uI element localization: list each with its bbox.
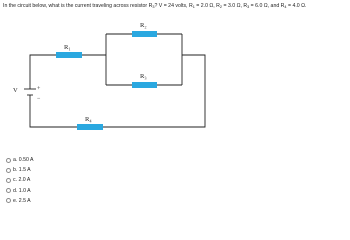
question-r3-subscript: 3: [247, 5, 250, 9]
question-target-subscript: 3: [152, 5, 155, 9]
battery-symbol: [24, 86, 36, 102]
battery-minus-sign: −: [37, 96, 41, 102]
answer-options: [6, 155, 33, 206]
wire-top-left: [30, 55, 56, 86]
option-b[interactable]: [6, 165, 33, 175]
question-r2-subscript: 2: [219, 5, 223, 9]
resistor-r3: [132, 82, 157, 88]
resistor-r2: [132, 31, 157, 37]
option-d[interactable]: [6, 186, 33, 196]
radio-button-icon[interactable]: [6, 178, 11, 183]
resistor-r4-label: R₄: [85, 116, 92, 123]
resistor-r1-label: R₁: [64, 44, 71, 51]
option-a-label: a. 0.50 A: [13, 157, 34, 164]
circuit-wires: [30, 34, 205, 127]
radio-button-icon[interactable]: [6, 158, 11, 163]
question-r4-value: = 4.0 Ω.: [286, 3, 307, 9]
resistor-r1: [56, 52, 82, 58]
question-r1-value: = 2.0 Ω, R: [194, 3, 220, 9]
option-c[interactable]: [6, 175, 33, 185]
source-label: V: [13, 87, 18, 94]
option-c-label: c. 2.0 A: [13, 177, 31, 184]
question-r3-value: = 6.0 Ω, and R: [249, 3, 285, 9]
wire-right-bottom: [103, 55, 205, 127]
question-r1-subscript: 1: [192, 5, 195, 9]
wire-bottom-left: [30, 102, 77, 127]
radio-button-icon[interactable]: [6, 198, 11, 203]
radio-button-icon[interactable]: [6, 188, 11, 193]
option-e-label: e. 2.5 A: [13, 197, 31, 204]
option-b-label: b. 1.5 A: [13, 167, 31, 174]
question-r2-value: = 3.0 Ω, R: [222, 3, 248, 9]
option-d-label: d. 1.0 A: [13, 187, 31, 194]
question-voltage: ? V = 24 volts, R: [154, 3, 193, 9]
option-e[interactable]: [6, 196, 33, 206]
resistor-r2-label: R₂: [140, 22, 147, 29]
resistor-r3-label: R₃: [140, 73, 147, 80]
resistor-r4: [77, 124, 103, 130]
option-a[interactable]: [6, 155, 33, 165]
question-r4-subscript: 4: [284, 5, 287, 9]
battery-plus-sign: +: [37, 86, 41, 92]
radio-button-icon[interactable]: [6, 168, 11, 173]
question-intro: In the circuit below, what is the current traveling across resistor R: [3, 3, 153, 9]
